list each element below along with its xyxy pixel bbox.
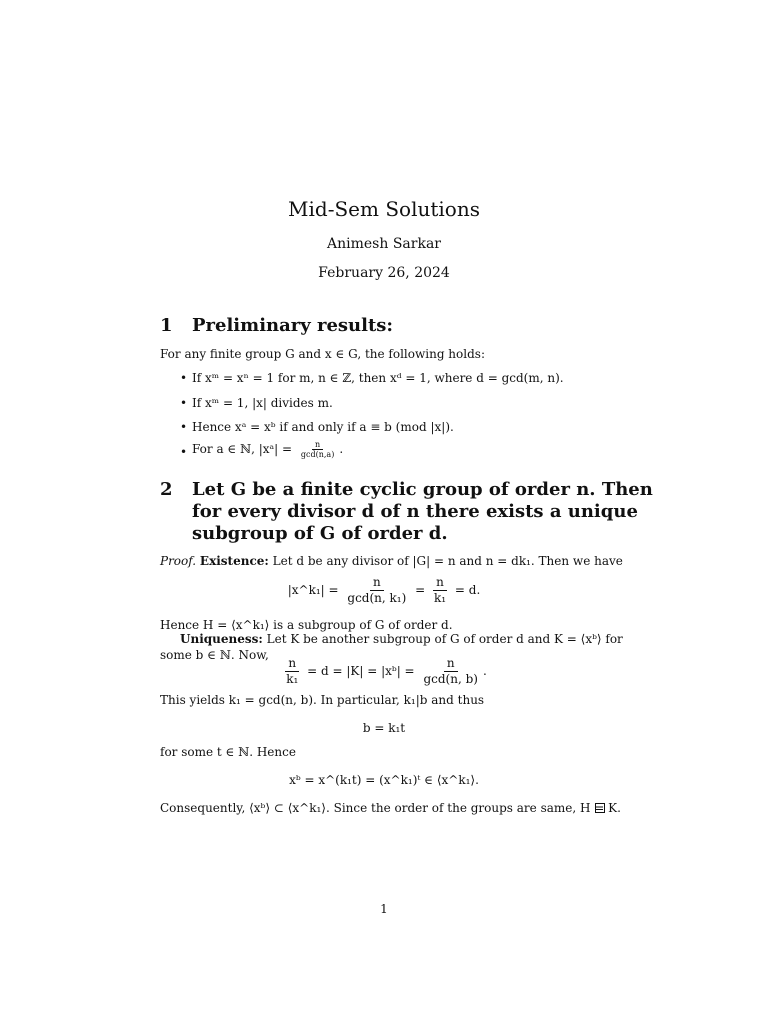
hence-line: Hence H = ⟨x^k₁⟩ is a subgroup of G of order d. — [160, 618, 453, 632]
fraction-numerator: n — [444, 656, 458, 672]
bullet-item: If xᵐ = 1, |x| divides m. — [192, 396, 333, 410]
equation-1-fraction-1 — [344, 575, 409, 606]
section-2-title-line-2: for every divisor d of n there exists a unique — [192, 501, 638, 522]
uniqueness-line — [180, 632, 623, 646]
bullet-marker: • — [180, 396, 188, 410]
section-2-number: 2 — [160, 479, 173, 500]
conclusion-line: Consequently, ⟨xᵇ⟩ ⊂ ⟨x^k₁⟩. Since the order of the groups are same, H = K. — [160, 801, 621, 815]
bullet-item: Hence xᵃ = xᵇ if and only if a ≡ b (mod |x|). — [192, 420, 454, 434]
section-1-heading — [160, 315, 393, 337]
equation-2 — [0, 656, 768, 687]
fraction-denominator: gcd(n, k₁) — [347, 591, 407, 605]
for-some-t-line: for some t ∈ ℕ. Hence — [160, 745, 296, 759]
bullet-4-fraction — [298, 440, 337, 459]
equation-2-fraction-2 — [420, 656, 481, 687]
yields-line: This yields k₁ = gcd(n, b). In particular, k₁|b and thus — [160, 693, 485, 707]
page-number: 1 — [380, 902, 388, 916]
bullet-marker: • — [180, 445, 188, 459]
existence-text: Let d be any divisor of |G| = n and n = dk₁. Then we have — [272, 554, 623, 568]
equation-1-fraction-2 — [431, 575, 449, 606]
bullet-4-text: For a ∈ ℕ, |xᵃ| = — [192, 442, 293, 456]
author: Animesh Sarkar — [327, 236, 441, 252]
section-2-heading — [160, 479, 653, 545]
section-1-intro: For any finite group G and x ∈ G, the following holds: — [160, 347, 485, 361]
equation-1-left: |x^k₁| = — [287, 583, 339, 597]
equation-1 — [0, 575, 768, 606]
fraction-numerator: n — [370, 575, 384, 591]
bullet-item: If xᵐ = xⁿ = 1 for m, n ∈ ℤ, then xᵈ = 1, where d = gcd(m, n). — [192, 371, 564, 385]
fraction-numerator: n — [285, 656, 299, 672]
proof-existence-line — [160, 554, 623, 568]
equation-3: b = k₁t — [362, 721, 406, 735]
paper-title: Mid-Sem Solutions — [288, 197, 480, 221]
section-2-title-line — [160, 479, 653, 501]
fraction-denominator: k₁ — [434, 591, 447, 605]
equation-2-tail: . — [482, 664, 487, 678]
fraction-denominator: k₁ — [286, 672, 299, 686]
date: February 26, 2024 — [318, 265, 450, 281]
equation-2-fraction-1 — [283, 656, 301, 687]
fraction-denominator: gcd(n,a) — [300, 450, 335, 459]
fraction-denominator: gcd(n, b) — [423, 672, 478, 686]
fraction-numerator: n — [433, 575, 447, 591]
section-2-title-line-1: Let G be a finite cyclic group of order n. Then — [192, 479, 653, 500]
qed-square-icon — [595, 803, 605, 813]
bullet-item — [192, 440, 343, 459]
equation-4: xᵇ = x^(k₁t) = (x^k₁)ᵗ ∈ ⟨x^k₁⟩. — [289, 773, 479, 787]
equation-1-mid: = — [415, 583, 426, 597]
bullet-marker: • — [180, 420, 188, 434]
existence-label: Existence: — [199, 554, 269, 568]
equation-2-mid: = d = |K| = |xᵇ| = — [307, 664, 415, 678]
equation-1-right: = d. — [454, 583, 481, 597]
section-1-title: Preliminary results: — [192, 315, 394, 336]
some-b-line: some b ∈ ℕ. Now, — [160, 648, 269, 662]
uniqueness-text: Let K be another subgroup of G of order d and K = ⟨xᵇ⟩ for — [266, 632, 623, 646]
section-1-number: 1 — [160, 315, 173, 336]
fraction-numerator: n — [312, 440, 323, 450]
bullet-4-tail: . — [339, 442, 344, 456]
proof-label: Proof. — [160, 554, 197, 568]
bullet-marker: • — [180, 371, 188, 385]
section-2-title-line-3: subgroup of G of order d. — [192, 523, 448, 544]
uniqueness-label: Uniqueness: — [180, 632, 263, 646]
